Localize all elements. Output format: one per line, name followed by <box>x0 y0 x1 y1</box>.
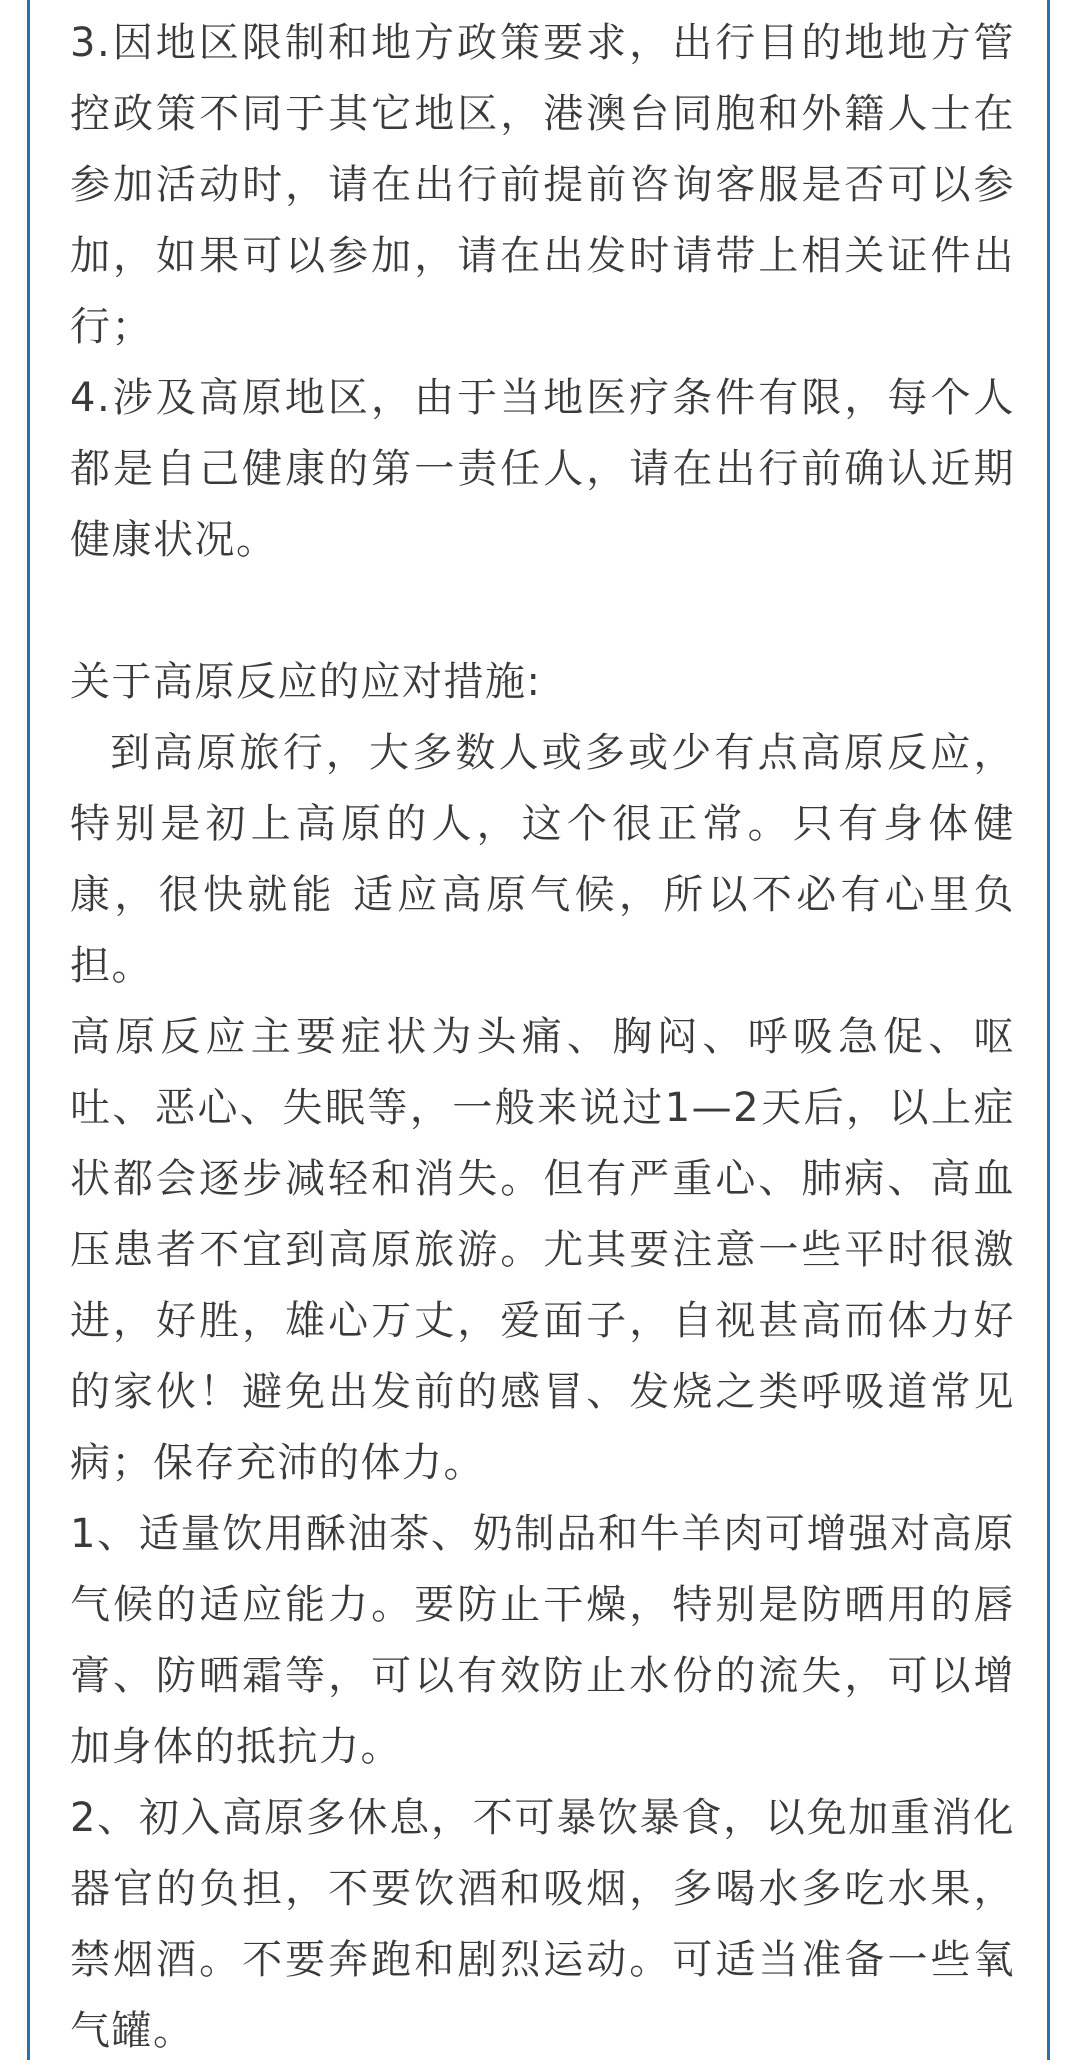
notice-item-3: 3.因地区限制和地方政策要求，出行目的地地方管控政策不同于其它地区，港澳台同胞和外籍人士在参加活动时，请在出行前提前咨询客服是否可以参加，如果可以参加，请在出发时请带上相关证件出行； <box>70 20 1015 350</box>
altitude-intro: 到高原旅行，大多数人或多或少有点高原反应，特别是初上高原的人，这个很正常。只有身体健康，很快就能 适应高原气候，所以不必有心里负担。 <box>70 730 1015 989</box>
notice-item-4: 4.涉及高原地区，由于当地医疗条件有限，每个人都是自己健康的第一责任人，请在出行前确认近期健康状况。 <box>70 375 1015 563</box>
altitude-tip-2: 2、初入高原多休息，不可暴饮暴食，以免加重消化器官的负担，不要饮酒和吸烟，多喝水多吃水果，禁烟酒。不要奔跑和剧烈运动。可适当准备一些氧气罐。 <box>70 1795 1015 2054</box>
altitude-heading: 关于高原反应的应对措施: <box>70 659 542 705</box>
article-body <box>70 8 1015 2067</box>
altitude-tip-1: 1、适量饮用酥油茶、奶制品和牛羊肉可增强对高原气候的适应能力。要防止干燥，特别是防晒用的唇膏、防晒霜等，可以有效防止水份的流失，可以增加身体的抵抗力。 <box>70 1511 1015 1770</box>
paragraph-spacer <box>70 576 1015 647</box>
altitude-symptoms: 高原反应主要症状为头痛、胸闷、呼吸急促、呕吐、恶心、失眠等，一般来说过1—2天后，以上症状都会逐步减轻和消失。但有严重心、肺病、高血压患者不宜到高原旅游。尤其要注意一些平时很激进，好胜，雄心万丈，爱面子，自视甚高而体力好的家伙！避免出发前的感冒、发烧之类呼吸道常见病；保存充沛的体力。 <box>70 1014 1015 1486</box>
